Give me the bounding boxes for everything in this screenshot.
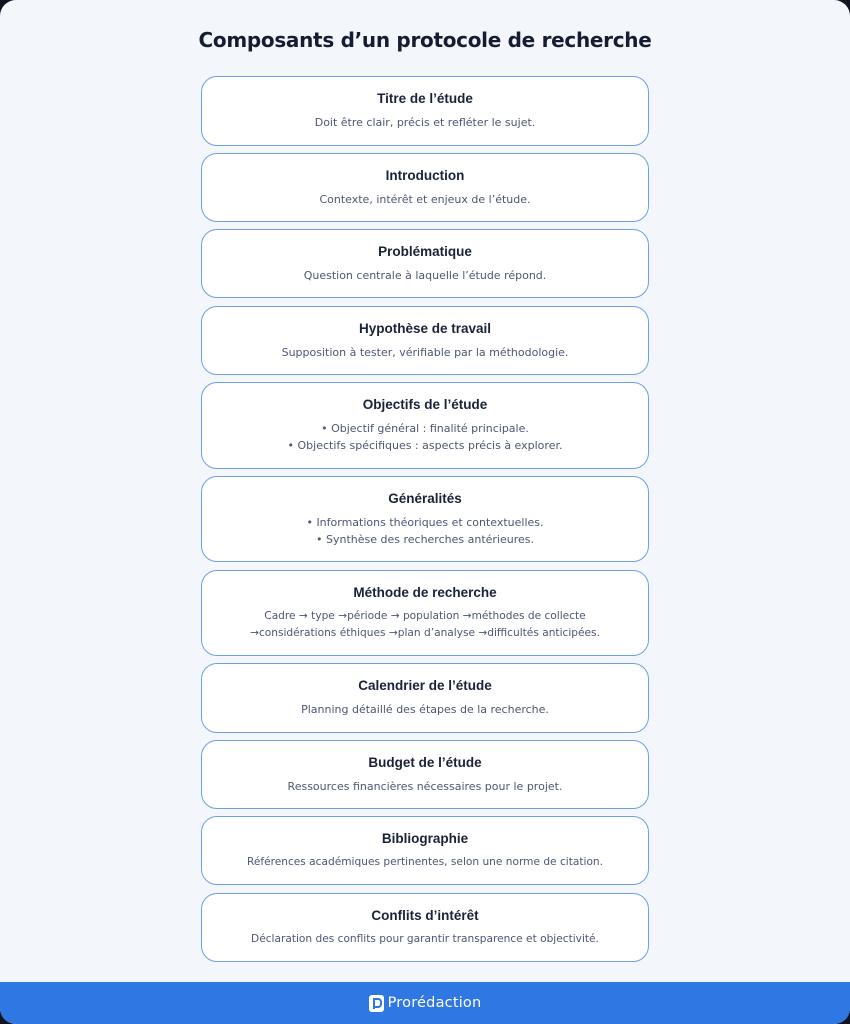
card-budget <box>201 740 649 809</box>
card-title: Problématique <box>378 243 472 259</box>
card-title: Objectifs de l’étude <box>362 397 488 412</box>
card-methode <box>201 570 649 656</box>
card-problematique <box>201 229 649 298</box>
card-bullet: • Objectifs spécifiques : aspects précis à explorer. <box>287 439 563 452</box>
card-title: Budget de l’étude <box>368 754 482 770</box>
card-title: Calendrier de l’étude <box>358 678 492 693</box>
card-description: Déclaration des conflits pour garantir transparence et objectivité. <box>251 932 599 945</box>
card-description: Ressources financières nécessaires pour le projet. <box>287 779 563 793</box>
card-objectifs <box>201 382 649 469</box>
card-bullet: • Informations théoriques et contextuelles. <box>306 515 544 529</box>
card-introduction <box>201 153 649 222</box>
proredaction-logo-icon <box>369 995 384 1012</box>
card-description: Contexte, intérêt et enjeux de l’étude. <box>319 192 531 206</box>
brand-name: Prorédaction <box>387 995 482 1011</box>
card-bibliographie <box>201 816 649 885</box>
card-generalites <box>201 476 649 562</box>
card-description: Planning détaillé des étapes de la recherche. <box>301 703 549 716</box>
card-calendrier <box>201 663 649 733</box>
card-title: Bibliographie <box>381 830 469 846</box>
card-conflits <box>201 893 649 962</box>
footer-brand-bar <box>0 982 850 1024</box>
card-bullet: • Objectif général : finalité principale. <box>321 422 529 435</box>
card-title: Titre de l’étude <box>377 91 473 106</box>
card-titre-etude <box>201 76 649 146</box>
card-title: Conflits d’intérêt <box>371 907 479 923</box>
card-description: Cadre → type →période → population →méthodes de collecte <box>264 609 586 622</box>
card-description: Question centrale à laquelle l’étude répond. <box>303 268 547 282</box>
card-title: Méthode de recherche <box>353 584 497 600</box>
page-title: Composants d’un protocole de recherche <box>198 28 652 52</box>
card-title: Hypothèse de travail <box>358 320 492 336</box>
card-description: →considérations éthiques →plan d’analyse →difficultés anticipées. <box>250 626 600 639</box>
card-title: Introduction <box>385 167 465 183</box>
card-description: Doit être clair, précis et refléter le sujet. <box>314 116 536 129</box>
card-title: Généralités <box>388 490 462 506</box>
card-description: Références académiques pertinentes, selon une norme de citation. <box>246 855 604 868</box>
card-hypothese <box>201 306 649 375</box>
card-bullet: • Synthèse des recherches antérieures. <box>316 532 534 546</box>
card-description: Supposition à tester, vérifiable par la méthodologie. <box>281 345 569 359</box>
